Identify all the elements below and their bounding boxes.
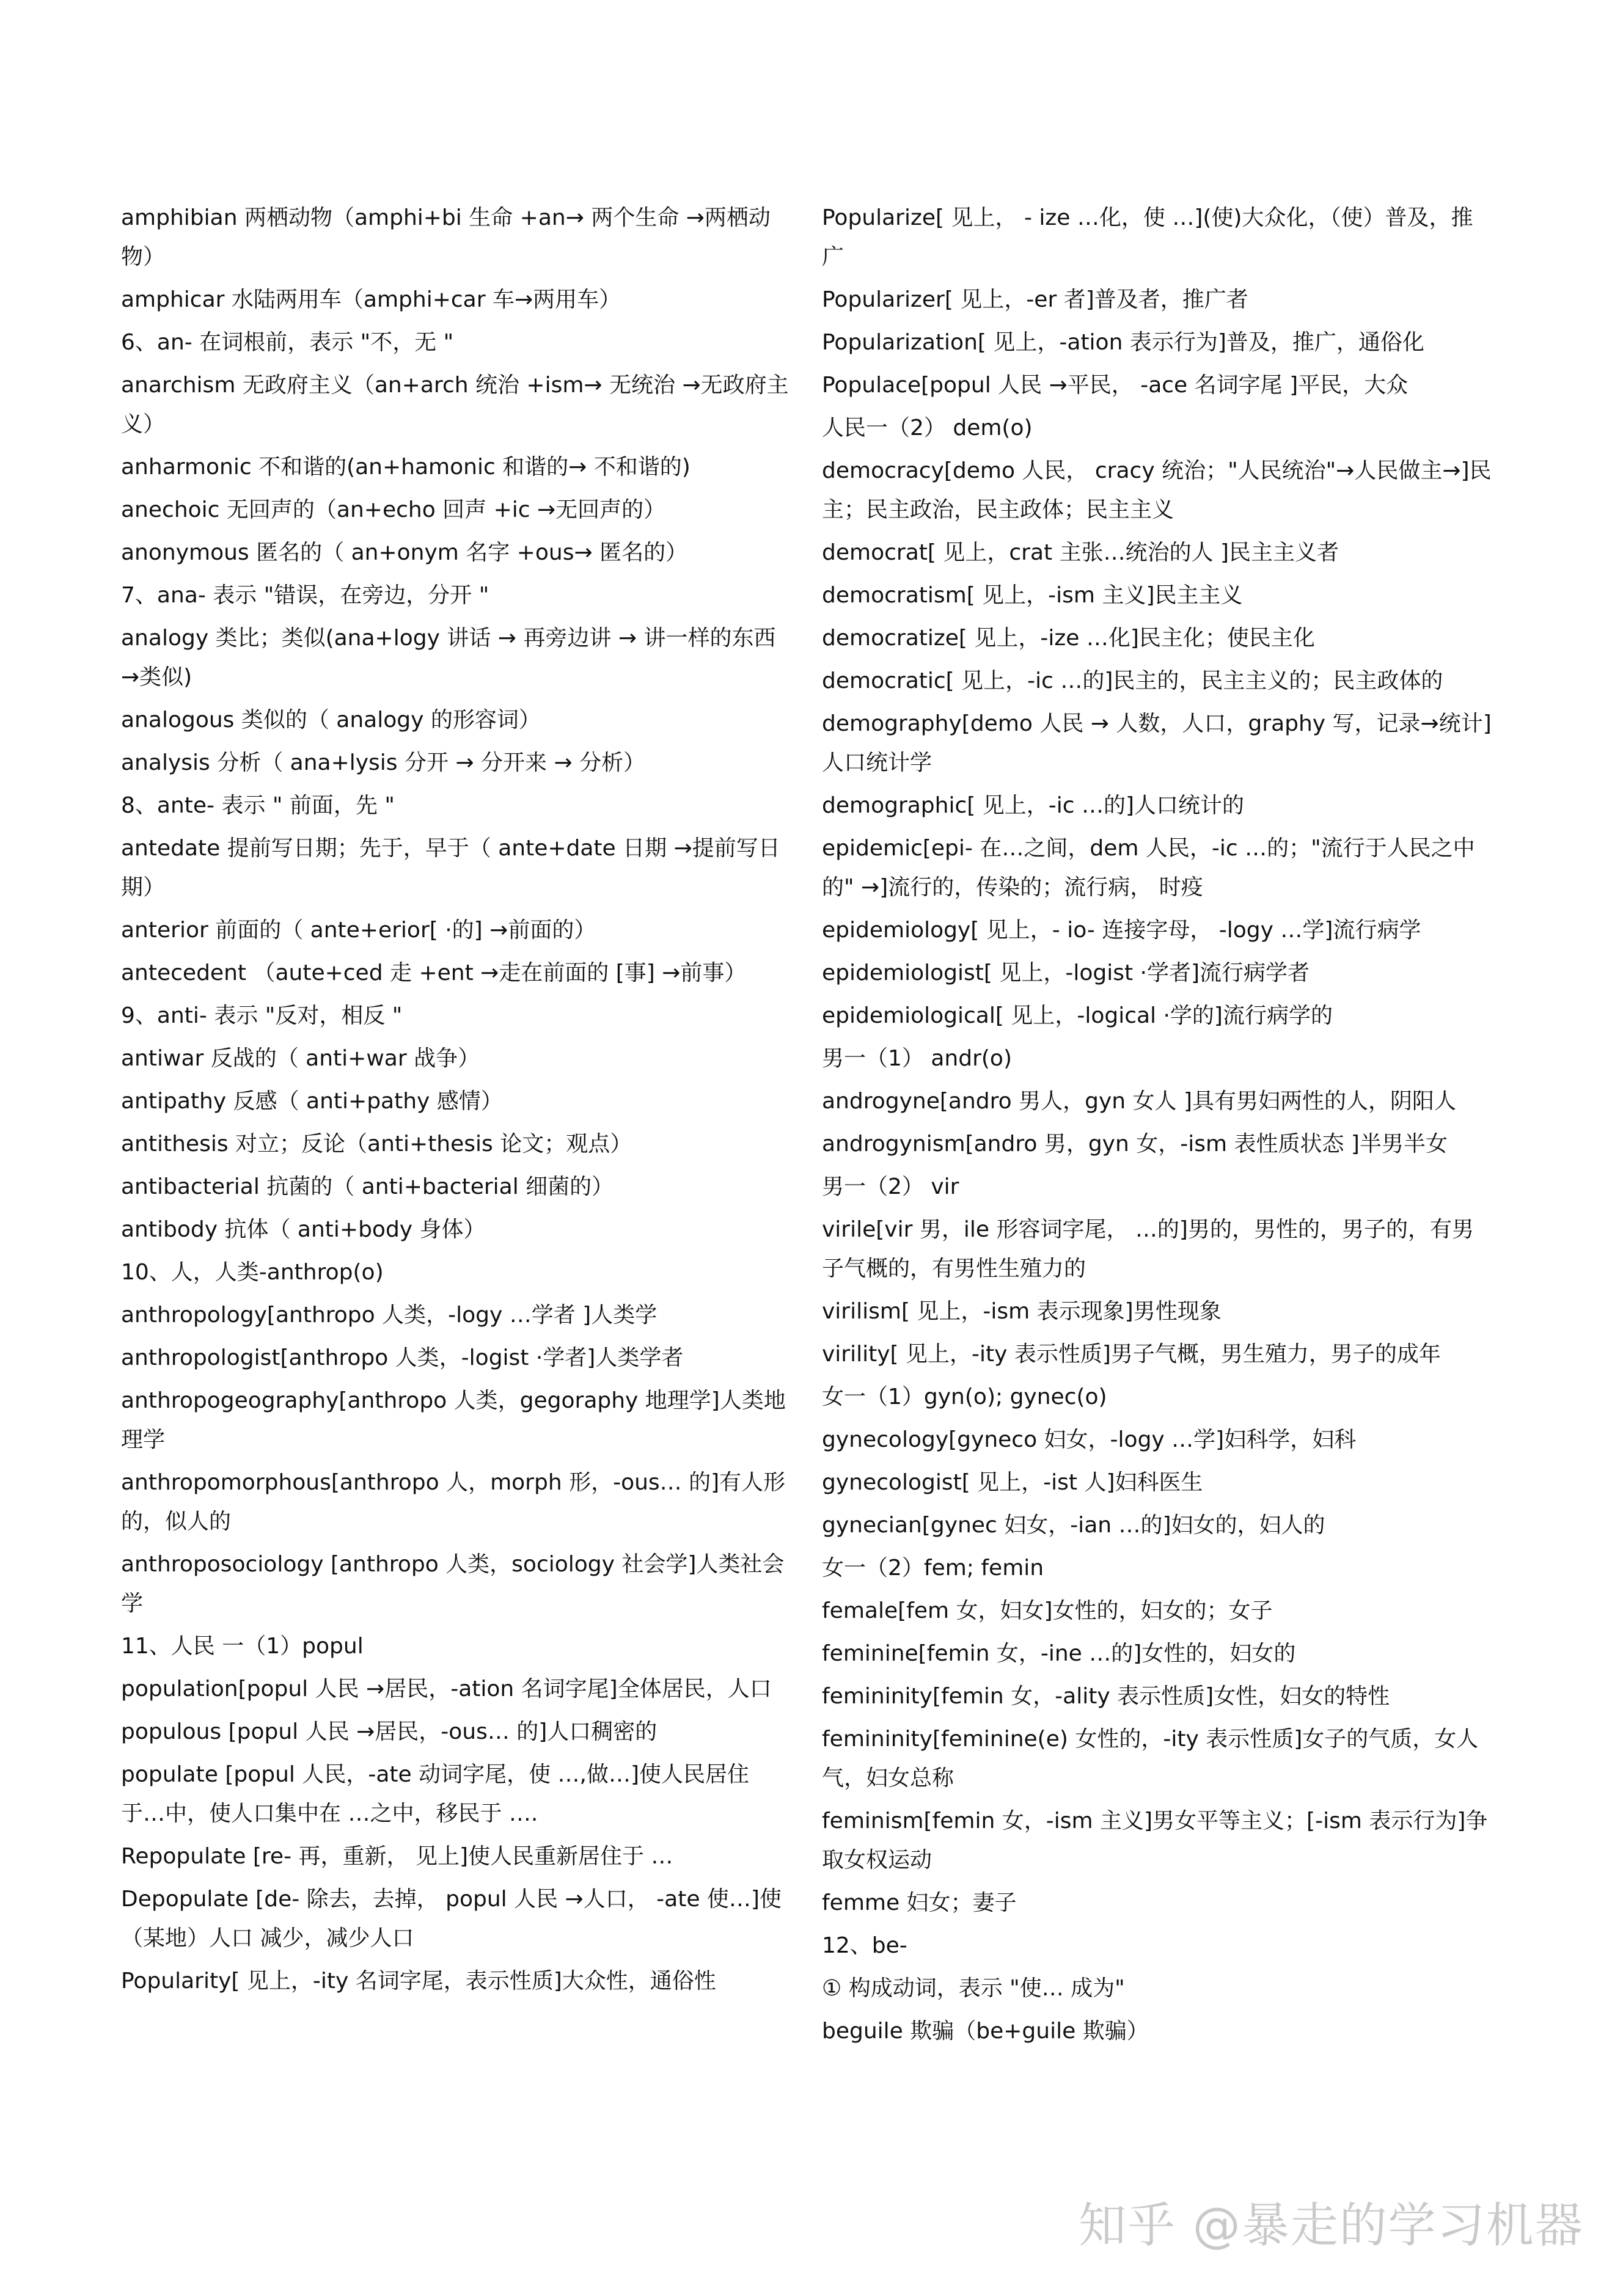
vocab-entry: amphibian 两栖动物（amphi+bi 生命 +an→ 两个生命 →两栖动物）: [121, 205, 771, 269]
vocab-entry: gynecologist[ 见上，-ist 人]妇科医生: [822, 1470, 1203, 1495]
vocab-entry: 男一（1） andr(o): [822, 1046, 1012, 1071]
vocab-entry: epidemiology[ 见上，- io- 连接字母， -logy …学]流行病学: [822, 918, 1421, 943]
vocab-entry: antipathy 反感（ anti+pathy 感情）: [121, 1089, 503, 1114]
vocab-entry: democracy[demo 人民， cracy 统治；"人民统治"→人民做主→]民主；民主政治，民主政体；民主主义: [822, 458, 1492, 522]
vocab-entry: 男一（2） vir: [822, 1174, 959, 1199]
vocab-entry: anthroposociology [anthropo 人类，sociology 社会学]人类社会学: [121, 1552, 785, 1616]
vocab-entry: anthropomorphous[anthropo 人，morph 形，-ous… 的]有人形的，似人的: [121, 1470, 786, 1534]
vocab-entry: democratic[ 见上，-ic …的]民主的，民主主义的；民主政体的: [822, 668, 1443, 693]
vocab-entry: gynecian[gynec 妇女，-ian …的]妇女的，妇人的: [822, 1513, 1325, 1538]
vocab-entry: epidemiologist[ 见上，-logist ·学者]流行病学者: [822, 960, 1310, 985]
vocab-entry: androgynism[andro 男，gyn 女，-ism 表性质状态 ]半男半女: [822, 1132, 1448, 1157]
vocab-entry: epidemiological[ 见上，-logical ·学的]流行病学的: [822, 1003, 1333, 1028]
vocab-entry: antibacterial 抗菌的（ anti+bacterial 细菌的）: [121, 1174, 614, 1199]
vocab-entry: Popularizer[ 见上，-er 者]普及者，推广者: [822, 287, 1248, 312]
vocab-entry: populate [popul 人民，-ate 动词字尾，使 …,做…]使人民居住于…中，使人口集中在 …之中，移民于 ….: [121, 1762, 750, 1826]
vocab-entry: anharmonic 不和谐的(an+hamonic 和谐的→ 不和谐的): [121, 455, 691, 480]
vocab-entry: beguile 欺骗（be+guile 欺骗）: [822, 2019, 1149, 2044]
vocab-entry: 6、an- 在词根前，表示 "不，无 ": [121, 330, 454, 355]
vocab-entry: 7、ana- 表示 "错误，在旁边，分开 ": [121, 583, 489, 608]
vocab-entry: antiwar 反战的（ anti+war 战争）: [121, 1046, 480, 1071]
vocab-entry: androgyne[andro 男人，gyn 女人 ]具有男妇两性的人，阴阳人: [822, 1089, 1457, 1114]
vocab-entry: epidemic[epi- 在…之间，dem 人民，-ic …的；"流行于人民之中的" →]流行的，传染的；流行病， 时疫: [822, 836, 1475, 900]
vocab-entry: populous [popul 人民 →居民，-ous… 的]人口稠密的: [121, 1719, 658, 1744]
vocab-entry: 10、人，人类-anthrop(o): [121, 1260, 384, 1285]
vocab-entry: Popularization[ 见上，-ation 表示行为]普及，推广，通俗化: [822, 330, 1424, 355]
vocab-entry: anechoic 无回声的（an+echo 回声 +ic →无回声的）: [121, 497, 666, 522]
vocab-entry: gynecology[gyneco 妇女，-logy …学]妇科学，妇科: [822, 1427, 1357, 1452]
vocab-entry: antedate 提前写日期；先于，早于（ ante+date 日期 →提前写日期）: [121, 836, 780, 900]
vocab-entry: anthropologist[anthropo 人类，-logist ·学者]人类学者: [121, 1345, 684, 1370]
vocab-entry: 女一（1）gyn(o); gynec(o): [822, 1384, 1107, 1409]
vocab-entry: 12、be-: [822, 1933, 907, 1958]
vocab-entry: Popularize[ 见上， - ize …化，使 …](使)大众化，（使）普及，推广: [822, 205, 1473, 269]
vocab-entry: democratism[ 见上，-ism 主义]民主主义: [822, 583, 1243, 608]
vocab-entry: demographic[ 见上，-ic …的]人口统计的: [822, 793, 1245, 818]
vocab-entry: Populace[popul 人民 →平民， -ace 名词字尾 ]平民，大众: [822, 373, 1409, 398]
vocab-entry: anthropogeography[anthropo 人类，gegoraphy 地理学]人类地理学: [121, 1388, 786, 1452]
vocab-entry: anarchism 无政府主义（an+arch 统治 +ism→ 无统治 →无政府主义）: [121, 373, 789, 437]
vocab-entry: democrat[ 见上，crat 主张…统治的人 ]民主主义者: [822, 540, 1339, 565]
vocab-entry: Depopulate [de- 除去，去掉， popul 人民 →人口， -ate 使…]使（某地）人口 减少，减少人口: [121, 1887, 782, 1951]
vocab-entry: demography[demo 人民 → 人数，人口，graphy 写，记录→统计]人口统计学: [822, 711, 1492, 775]
vocab-entry: 9、anti- 表示 "反对，相反 ": [121, 1003, 403, 1028]
vocab-entry: analogy 类比；类似(ana+logy 讲话 → 再旁边讲 → 讲一样的东西 →类似): [121, 626, 776, 690]
vocab-entry: 8、ante- 表示 " 前面，先 ": [121, 793, 395, 818]
left-column: [121, 199, 793, 2005]
vocab-entry: Repopulate [re- 再，重新， 见上]使人民重新居住于 …: [121, 1844, 673, 1869]
vocab-entry: virilism[ 见上，-ism 表示现象]男性现象: [822, 1299, 1222, 1324]
vocab-entry: 女一（2）fem; femin: [822, 1556, 1044, 1581]
vocab-entry: female[fem 女，妇女]女性的，妇女的；女子: [822, 1598, 1273, 1623]
vocab-entry: 11、人民 一（1）popul: [121, 1634, 364, 1659]
vocab-entry: femininity[femin 女，-ality 表示性质]女性，妇女的特性: [822, 1684, 1390, 1709]
vocab-entry: anterior 前面的（ ante+erior[ ·的] →前面的）: [121, 918, 596, 943]
vocab-entry: antecedent （aute+ced 走 +ent →走在前面的 [事] →前事）: [121, 960, 747, 985]
watermark-text: 知乎 @暴走的学习机器: [1079, 2198, 1584, 2253]
vocab-entry: ① 构成动词，表示 "使… 成为": [822, 1976, 1125, 2001]
vocab-entry: feminine[femin 女，-ine …的]女性的，妇女的: [822, 1641, 1296, 1666]
vocab-entry: femme 妇女；妻子: [822, 1890, 1017, 1915]
vocab-entry: antithesis 对立；反论（anti+thesis 论文；观点）: [121, 1132, 632, 1157]
vocab-entry: Popularity[ 见上，-ity 名词字尾，表示性质]大众性，通俗性: [121, 1969, 716, 1994]
vocab-entry: population[popul 人民 →居民，-ation 名词字尾]全体居民，人口: [121, 1676, 772, 1702]
vocab-entry: 人民一（2） dem(o): [822, 415, 1033, 441]
vocab-entry: femininity[feminine(e) 女性的，-ity 表示性质]女子的气质，女人气，妇女总称: [822, 1727, 1479, 1791]
vocab-entry: anthropology[anthropo 人类，-logy …学者 ]人类学: [121, 1303, 658, 1328]
vocab-entry: virile[vir 男，ile 形容词字尾， …的]男的，男性的，男子的，有男子气概的，有男性生殖力的: [822, 1217, 1474, 1281]
vocab-entry: democratize[ 见上，-ize …化]民主化；使民主化: [822, 626, 1315, 651]
vocab-entry: amphicar 水陆两用车（amphi+car 车→两用车）: [121, 287, 621, 312]
vocab-entry: analysis 分析（ ana+lysis 分开 → 分开来 → 分析）: [121, 750, 646, 775]
vocab-entry: virility[ 见上，-ity 表示性质]男子气概，男生殖力，男子的成年: [822, 1342, 1441, 1367]
vocab-entry: analogous 类似的（ analogy 的形容词）: [121, 707, 541, 733]
right-column: [822, 199, 1494, 2055]
vocab-entry: feminism[femin 女，-ism 主义]男女平等主义；[-ism 表示行为]争取女权运动: [822, 1808, 1488, 1873]
vocab-entry: antibody 抗体（ anti+body 身体）: [121, 1217, 486, 1242]
vocab-entry: anonymous 匿名的（ an+onym 名字 +ous→ 匿名的）: [121, 540, 688, 565]
